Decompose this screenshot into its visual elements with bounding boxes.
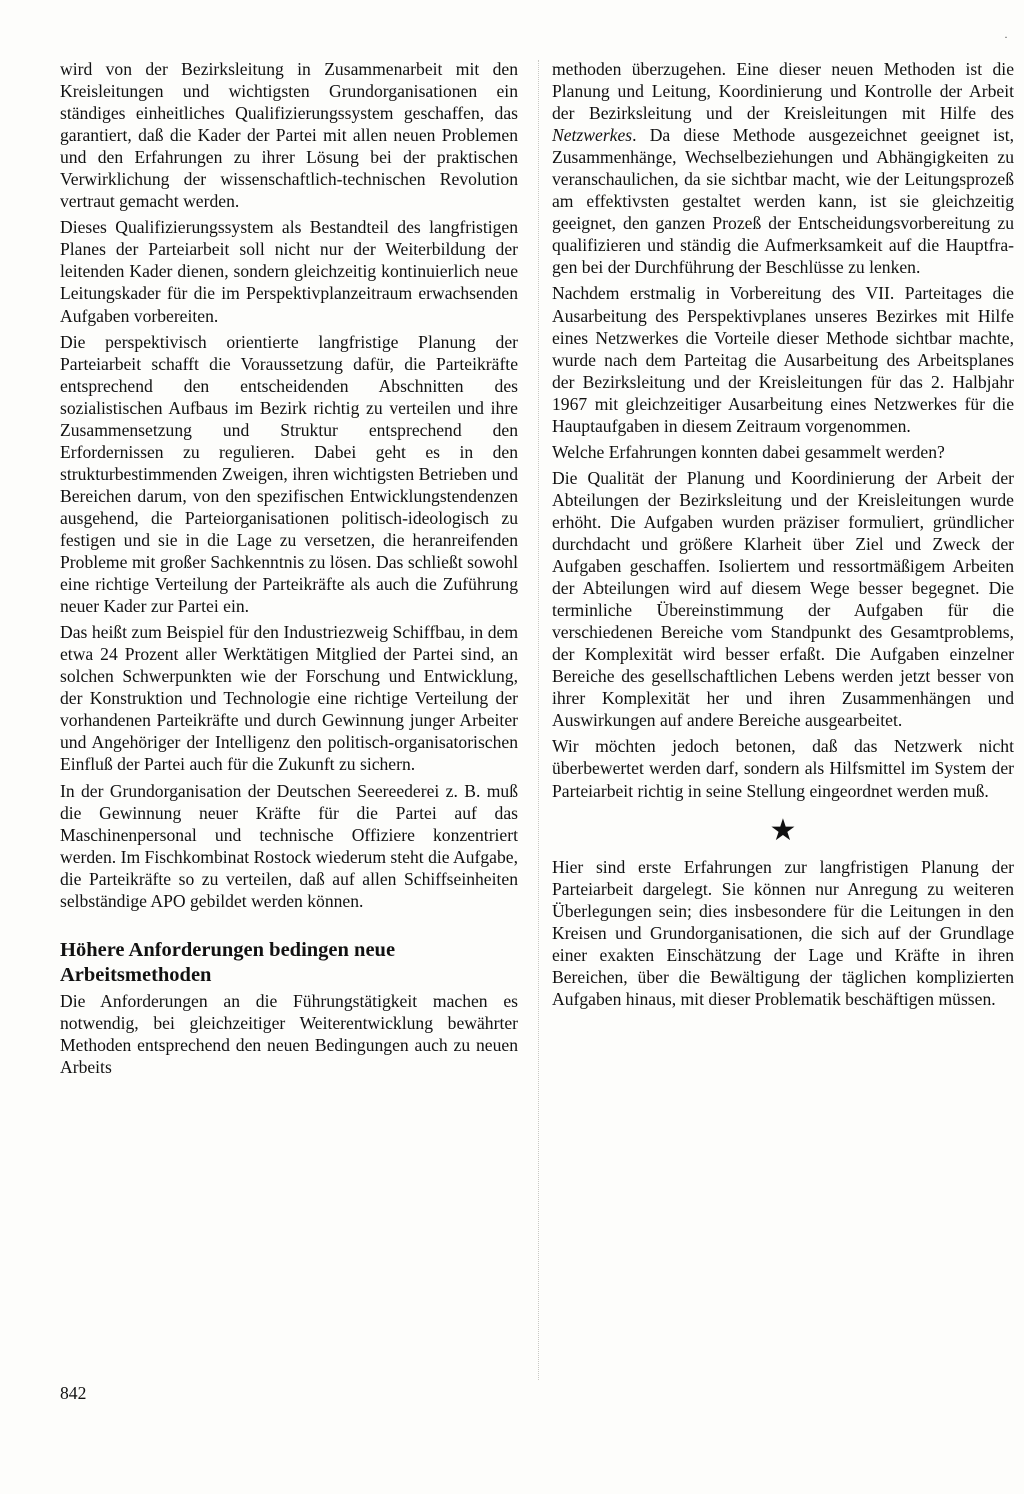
emphasis-netzwerkes: Netzwerkes (552, 125, 633, 146)
paragraph-left-2: Dieses Qualifizierungssystem als Bestandteil des langfristigen Planes der Parteiarbeit soll nicht nur der Weiterbildung der leitenden Kader dienen, sondern gleichzeitig kontinuierlich neue Leitungskader für die im Perspektivplanzeitraum erwachsenden Aufgaben vorbereiten. (60, 217, 518, 326)
paragraph-right-3: Welche Erfahrungen konnten dabei gesammelt werden? (552, 441, 945, 462)
paragraph-left-3: Die perspektivisch orientierte langfristige Planung der Parteiarbeit schafft die Voraussetzung dafür, die Parteikräfte entsprechend den entscheidenden Abschnitten des sozialistischen Aufbaus im Bezirk richtig zu verteilen und ihre Zusammensetzung und Struktur entsprechend den Erfordernissen zu regulieren. Dabei geht es in den strukturbestimmenden Zweigen, ihren wichtigsten Betrieben und Bereichen darum, von den spezifischen Entwicklungstendenzen ausgehend, die Parteiorganisationen politisch-ideologisch zu festigen und sie in die Lage zu versetzen, die heranreifenden Probleme mit großer Sachkenntnis zu lösen. Das schließt sowohl eine richtige Verteilung der Parteikräfte als auch die Zuführung neuer Kader zur Partei ein. (60, 331, 518, 617)
left-column (60, 58, 518, 1082)
corner-mark: · (1004, 30, 1008, 44)
paragraph-right-1: methoden überzugehen. Eine dieser neuen Methoden ist die Planung und Leitung, Koordinierung und Kontrolle der Arbeit der Bezirksleitung und der Kreisleitungen mit Hilfe des Netzwerkes. Da diese Methode ausgezeichnet geeignet ist, Zusammenhänge, Wechselbeziehungen und Abhängigkeiten zu veranschaulichen, da sie sichtbar macht, wie der Leitungsprozeß am effektivsten gestaltet werden kann, ist sie gleichzeitig geeignet, den ganzen Prozeß der Entscheidungsvorbereitung zu qualifizieren und ständig die Aufmerksamkeit auf die Hauptfragen bei der Durchführung der Beschlüsse zu lenken. (552, 59, 1014, 278)
paragraph-right-2: Nachdem erstmalig in Vorbereitung des VII. Parteitages die Ausarbeitung des Perspektivplanes unseres Bezirkes mit Hilfe eines Netzwerkes die Vorteile dieser Methode sichtbar machte, wurde nach dem Parteitag die Ausarbeitung des Arbeitsplanes der Bezirksleitung und der Kreisleitungen für das 2. Halbjahr 1967 mit gleichzeitiger Ausarbeitung eines Netzwerkes für die Hauptaufgaben in diesem Zeitraum vorgenommen. (552, 283, 1014, 436)
right-column (552, 58, 1014, 1014)
paragraph-left-1: wird von der Bezirksleitung in Zusammenarbeit mit den Kreisleitungen und wichtigsten Grundorganisationen ein ständiges einheitliches Qualifizierungssystem geschaffen, das garantiert, daß die Kader der Partei mit allen neuen Problemen und den Erfahrungen zu ihrer Lösung bei der praktischen Verwirklichung der wissenschaftlich-technischen Revolution vertraut gemacht werden. (60, 59, 518, 212)
paragraph-left-4: Das heißt zum Beispiel für den Industriezweig Schiffbau, in dem etwa 24 Prozent aller Werktätigen Mitglied der Partei sind, an solchen Schwerpunkten wie der Forschung und Entwicklung, der Konstruktion und Technologie eine richtige Verteilung der vorhandenen Parteikräfte und durch Gewinnung junger Arbeiter und Angehöriger der Intelligenz den politisch-organisatorischen Einfluß der Partei auch für die Zukunft zu sichern. (60, 622, 518, 775)
star-separator-icon: ★ (769, 813, 797, 847)
column-gutter (538, 60, 540, 1380)
paragraph-right-5: Wir möchten jedoch betonen, daß das Netzwerk nicht überbewertet werden darf, sondern als Hilfsmittel im System der Parteiarbeit richtig in seine Stellung eingeordnet werden muß. (552, 736, 1014, 801)
paragraph-left-5: In der Grundorganisation der Deutschen Seereederei z. B. muß die Gewinnung neuer Kräfte für die Partei auf das Maschinenpersonal und technische Offiziere konzentriert werden. Im Fischkombinat Rostock wiederum steht die Aufgabe, die Parteikräfte so zu verteilen, daß auf allen Schiffseinheiten selbständige APO gebildet werden können. (60, 780, 518, 911)
paragraph-right-4: Die Qualität der Planung und Koordinierung der Arbeit der Abteilungen der Bezirksleitung und der Kreisleitungen wurde erhöht. Die Aufgaben wurden präziser formuliert, gründlicher durchdacht und größere Klarheit über Ziel und Zweck der Aufgaben geschaffen. Isoliertem und ressortmäßigem Arbeiten der Abteilungen wird auf diesem Wege besser begegnet. Die terminliche Übereinstimmung der Aufgaben für die verschiedenen Bereiche vom Standpunkt des Gesamtproblems, der Komplexität wird besser erfaßt. Die Aufgaben einzelner Bereiche des gesellschaftlichen Lebens werden jetzt besser von ihrer Komplexität her und ihren Zusammenhängen und Auswirkungen auf andere Bereiche ausgearbeitet. (552, 467, 1014, 731)
page-number: 842 (60, 1383, 87, 1403)
section-heading: Höhere Anforderungen bedingen neue Arbeitsmethoden (60, 938, 396, 986)
paragraph-right-closing: Hier sind erste Erfahrungen zur langfristigen Planung der Parteiarbeit dargelegt. Sie können nur Anregung zu weiteren Überlegungen sein; dies insbesondere für die Leitungen in den Kreisen und Grundorganisationen, die sich auf der Grundlage einer exakten Einschätzung der Lage und Kräfte in ihren Bereichen, über die Bewältigung der täglichen komplizierten Aufgaben hinaus, mit dieser Problematik beschäftigen müssen. (552, 856, 1014, 1009)
paragraph-left-6: Die Anforderungen an die Führungstätigkeit machen es notwendig, bei gleichzeitiger Weiterentwicklung bewährter Methoden entsprechend den neuen Bedingungen auch zu neuen Arbeits (60, 990, 518, 1077)
